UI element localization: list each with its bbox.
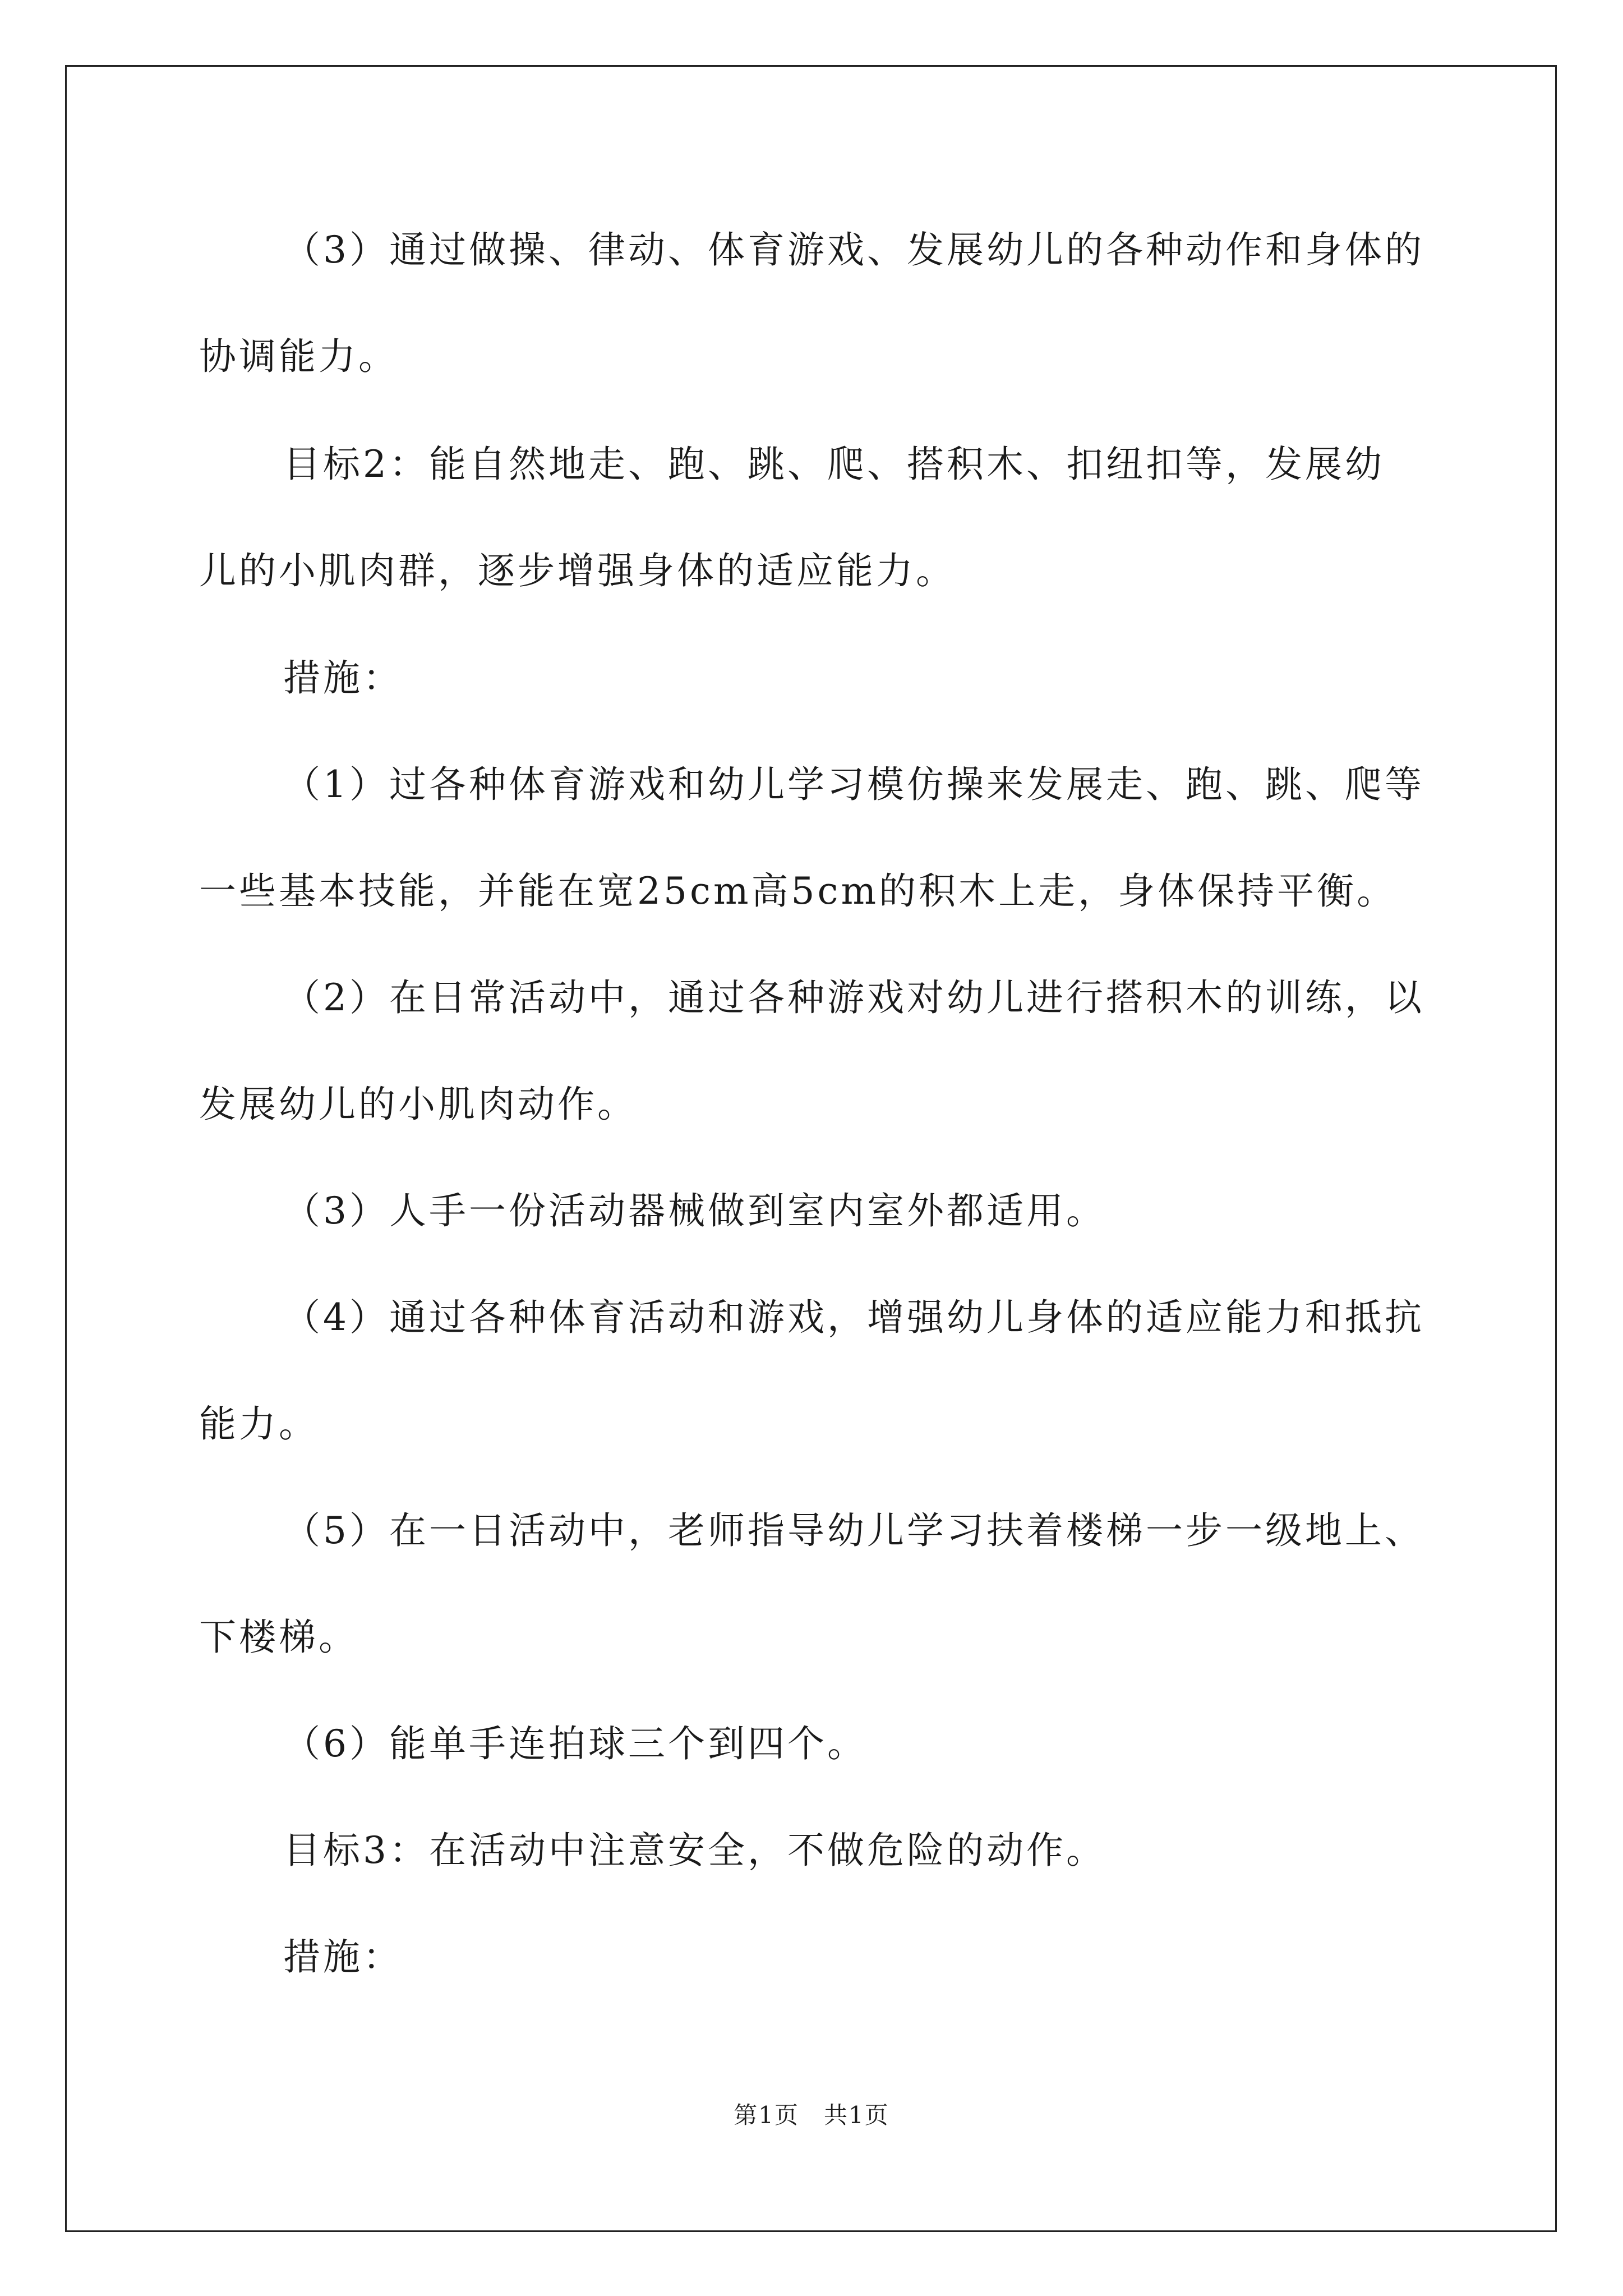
paragraph-line: 儿的小肌肉群，逐步增强身体的适应能力。 [199, 549, 956, 592]
paragraph-line: （2）在日常活动中，通过各种游戏对幼儿进行搭积木的训练，以 [283, 976, 1424, 1019]
paragraph-line: 措施： [283, 1935, 403, 1978]
paragraph-line: 协调能力。 [199, 335, 398, 378]
paragraph-line: 能力。 [199, 1402, 319, 1446]
paragraph-line: 目标2：能自然地走、跑、跳、爬、搭积木、扣纽扣等，发展幼 [283, 443, 1385, 486]
paragraph-line: 目标3：在活动中注意安全，不做危险的动作。 [283, 1829, 1106, 1872]
paragraph-line: （4）通过各种体育活动和游戏，增强幼儿身体的适应能力和抵抗 [283, 1296, 1424, 1339]
paragraph-line: 措施： [283, 656, 403, 700]
paragraph-line: 下楼梯。 [199, 1616, 358, 1659]
paragraph-line: 发展幼儿的小肌肉动作。 [199, 1083, 637, 1126]
paragraph-line: （1）过各种体育游戏和幼儿学习模仿操来发展走、跑、跳、爬等 [283, 763, 1424, 806]
paragraph-line: （3）人手一份活动器械做到室内室外都适用。 [283, 1189, 1106, 1232]
paragraph-line: 一些基本技能，并能在宽25cm高5cm的积木上走，身体保持平衡。 [199, 869, 1397, 913]
page-border [65, 65, 1557, 2232]
paragraph-line: （5）在一日活动中，老师指导幼儿学习扶着楼梯一步一级地上、 [283, 1509, 1424, 1552]
paragraph-line: （3）通过做操、律动、体育游戏、发展幼儿的各种动作和身体的 [283, 228, 1424, 272]
paragraph-line: （6）能单手连拍球三个到四个。 [283, 1722, 867, 1765]
page-number-footer: 第1页 共1页 [734, 2101, 889, 2129]
